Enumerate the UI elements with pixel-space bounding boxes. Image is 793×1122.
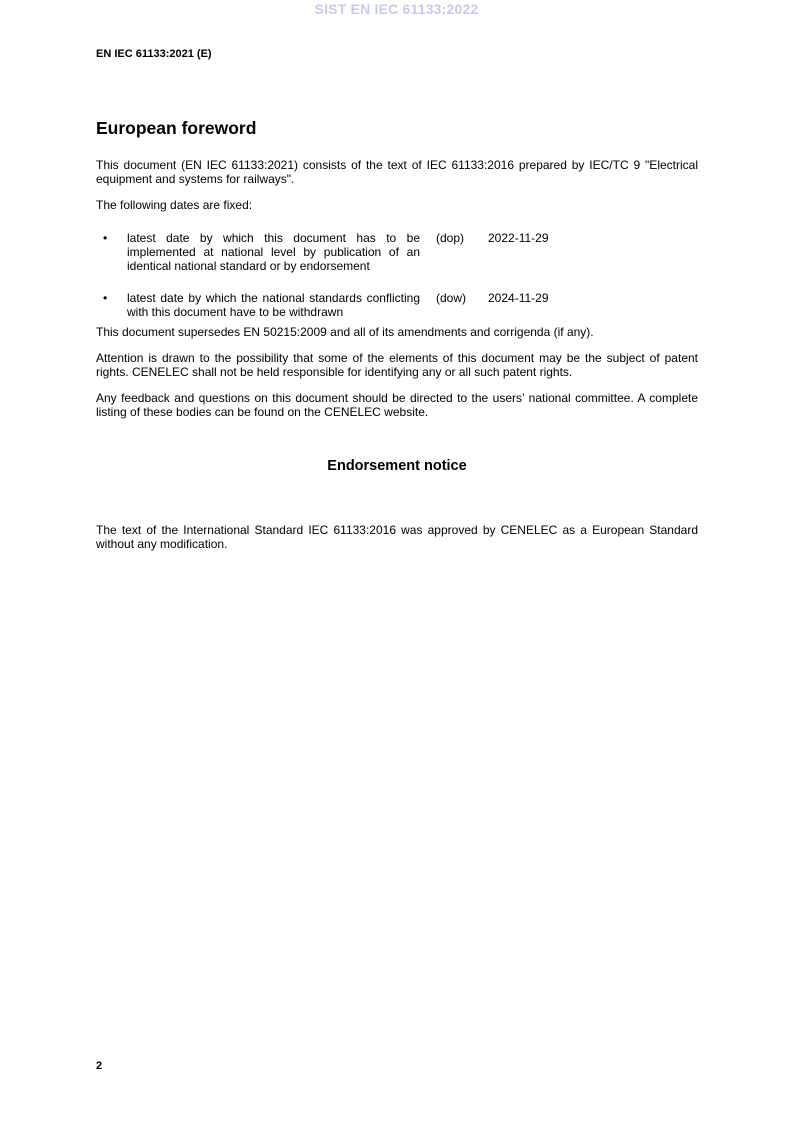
foreword-paragraph-supersedes: This document supersedes EN 50215:2009 and all of its amendments and corrigenda (if any). bbox=[96, 325, 594, 339]
foreword-paragraph-feedback: Any feedback and questions on this document should be directed to the users’ national committee. A complete listing of these bodies can be found on the CENELEC website. bbox=[96, 391, 698, 419]
dates-list bbox=[96, 231, 698, 319]
endorsement-title: Endorsement notice bbox=[327, 458, 467, 474]
bullet-icon: • bbox=[103, 231, 108, 245]
page-number: 2 bbox=[96, 1060, 103, 1072]
date-abbreviation: (dop) bbox=[436, 231, 465, 245]
date-description: latest date by which the national standards conflicting with this document have to be withdrawn bbox=[127, 291, 420, 319]
foreword-title: European foreword bbox=[96, 118, 257, 138]
date-description: latest date by which this document has to be implemented at national level by publication of an identical national standard or by endorsement bbox=[127, 231, 420, 273]
foreword-paragraph-patent: Attention is drawn to the possibility that some of the elements of this document may be the subject of patent rights. CENELEC shall not be held responsible for identifying any or all such patent rights. bbox=[96, 351, 698, 379]
document-header: EN IEC 61133:2021 (E) bbox=[96, 48, 212, 60]
date-item-dow bbox=[96, 291, 698, 319]
date-item-dop bbox=[96, 231, 698, 273]
foreword-paragraph-dates-intro: The following dates are fixed: bbox=[96, 198, 253, 212]
watermark: SIST EN IEC 61133:2022 bbox=[314, 1, 479, 17]
document-body bbox=[96, 117, 698, 563]
foreword-paragraph-intro: This document (EN IEC 61133:2021) consists of the text of IEC 61133:2016 prepared by IEC/TC 9 "Electrical equipment and systems for railways". bbox=[96, 158, 698, 186]
date-value: 2022-11-29 bbox=[488, 231, 549, 245]
date-abbreviation: (dow) bbox=[436, 291, 467, 305]
endorsement-text: The text of the International Standard IEC 61133:2016 was approved by CENELEC as a European Standard without any modification. bbox=[96, 523, 698, 551]
bullet-icon: • bbox=[103, 291, 108, 305]
date-value: 2024-11-29 bbox=[488, 291, 549, 305]
